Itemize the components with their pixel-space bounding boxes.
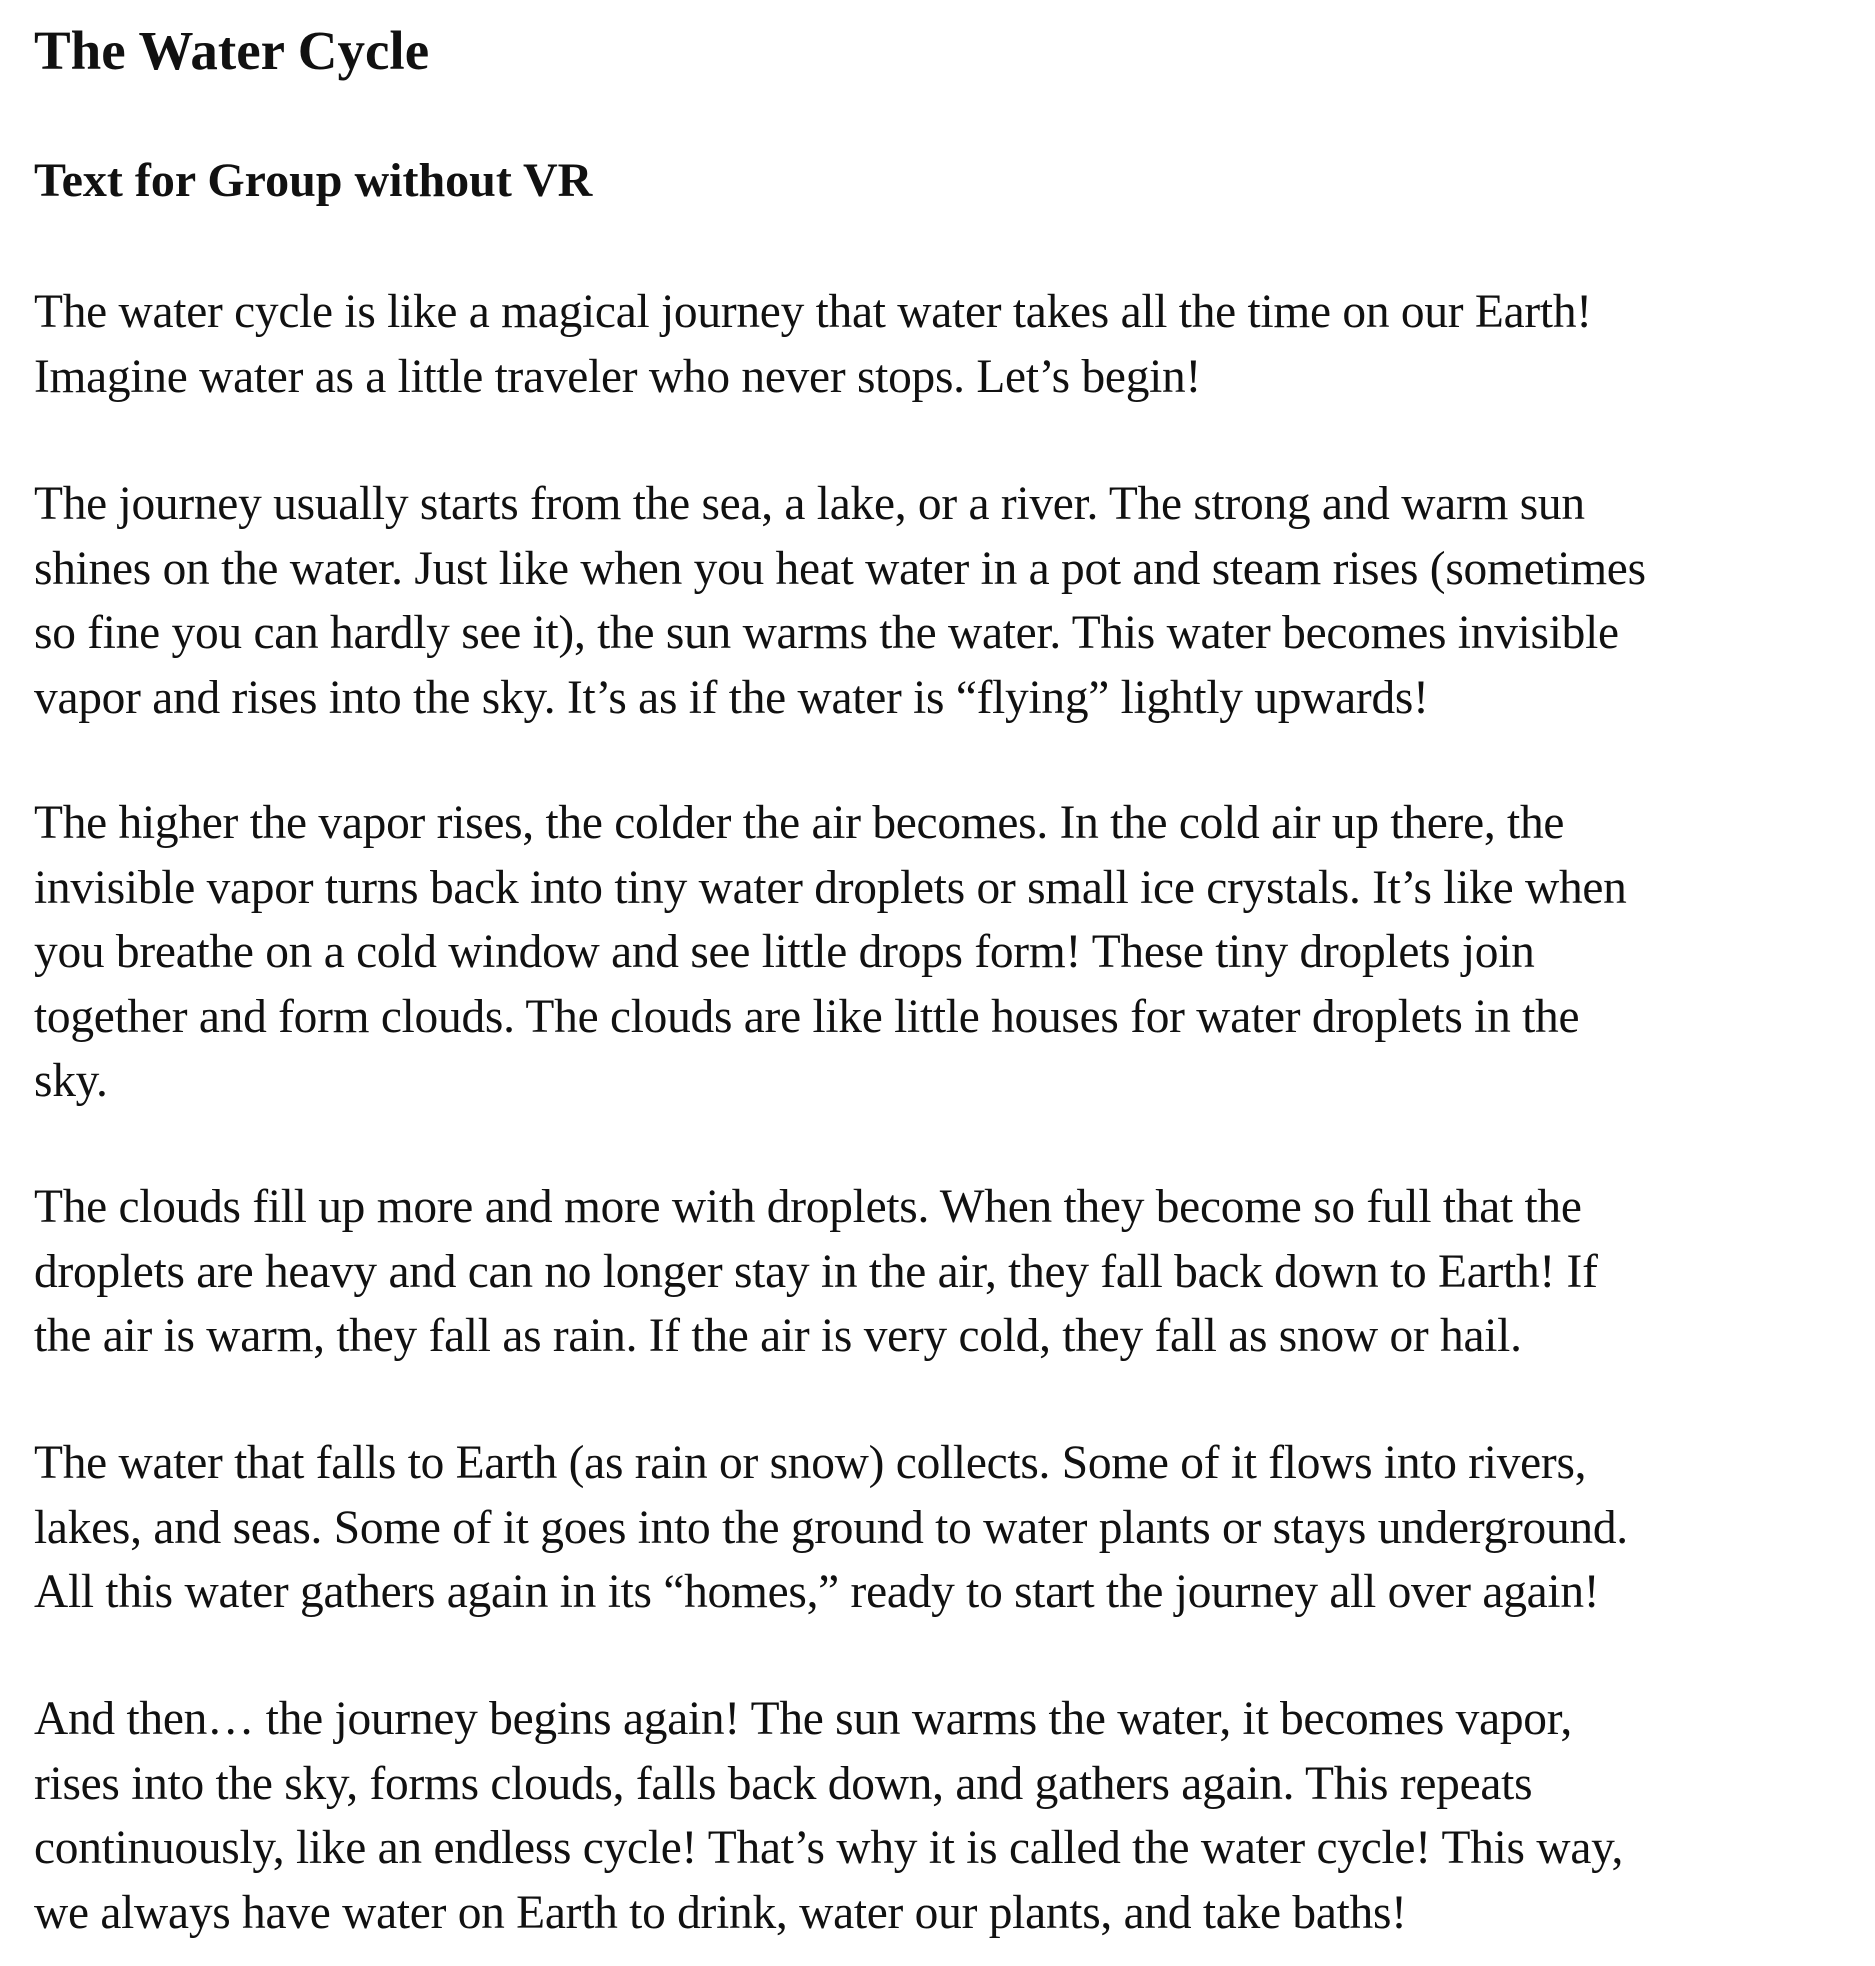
paragraph-condensation	[34, 791, 1627, 1114]
text-line: shines on the water. Just like when you heat water in a pot and steam rises (sometimes	[34, 542, 1646, 595]
paragraph-intro	[34, 280, 1592, 409]
text-line: The water cycle is like a magical journey that water takes all the time on our Earth!	[34, 286, 1592, 338]
text-line: The water that falls to Earth (as rain or snow) collects. Some of it flows into rivers,	[34, 1437, 1587, 1489]
text-line: the air is warm, they fall as rain. If the air is very cold, they fall as snow or hail.	[34, 1310, 1522, 1362]
text-line: rises into the sky, forms clouds, falls back down, and gathers again. This repeats	[34, 1757, 1533, 1810]
text-line: vapor and rises into the sky. It’s as if the water is “flying” lightly upwards!	[34, 671, 1429, 724]
text-line: continuously, like an endless cycle! That’s why it is called the water cycle! This way,	[34, 1822, 1624, 1874]
text-line: The higher the vapor rises, the colder the air becomes. In the cold air up there, the	[34, 797, 1565, 849]
paragraph-evaporation	[34, 472, 1646, 730]
text-line: droplets are heavy and can no longer stay in the air, they fall back down to Earth! If	[34, 1245, 1598, 1298]
text-line: together and form clouds. The clouds are like little houses for water droplets in the	[34, 990, 1580, 1043]
text-line: lakes, and seas. Some of it goes into the ground to water plants or stays underground.	[34, 1501, 1628, 1554]
text-line: so fine you can hardly see it), the sun warms the water. This water becomes invisible	[34, 607, 1619, 659]
text-line: All this water gathers again in its “homes,” ready to start the journey all over again!	[34, 1566, 1600, 1618]
text-line: The journey usually starts from the sea, a lake, or a river. The strong and warm sun	[34, 478, 1585, 530]
text-line: Imagine water as a little traveler who never stops. Let’s begin!	[34, 350, 1202, 403]
text-line: sky.	[34, 1055, 108, 1107]
text-line: The clouds fill up more and more with droplets. When they become so full that the	[34, 1181, 1582, 1233]
text-line: we always have water on Earth to drink, water our plants, and take baths!	[34, 1886, 1407, 1939]
paragraph-collection	[34, 1431, 1628, 1625]
text-line: you breathe on a cold window and see little drops form! These tiny droplets join	[34, 926, 1535, 978]
document-title: The Water Cycle	[34, 20, 430, 81]
paragraph-conclusion	[34, 1687, 1623, 1945]
paragraph-precipitation	[34, 1175, 1598, 1369]
text-line: invisible vapor turns back into tiny water droplets or small ice crystals. It’s like when	[34, 861, 1627, 914]
document-subtitle: Text for Group without VR	[34, 154, 593, 207]
text-line: And then… the journey begins again! The sun warms the water, it becomes vapor,	[34, 1693, 1572, 1745]
